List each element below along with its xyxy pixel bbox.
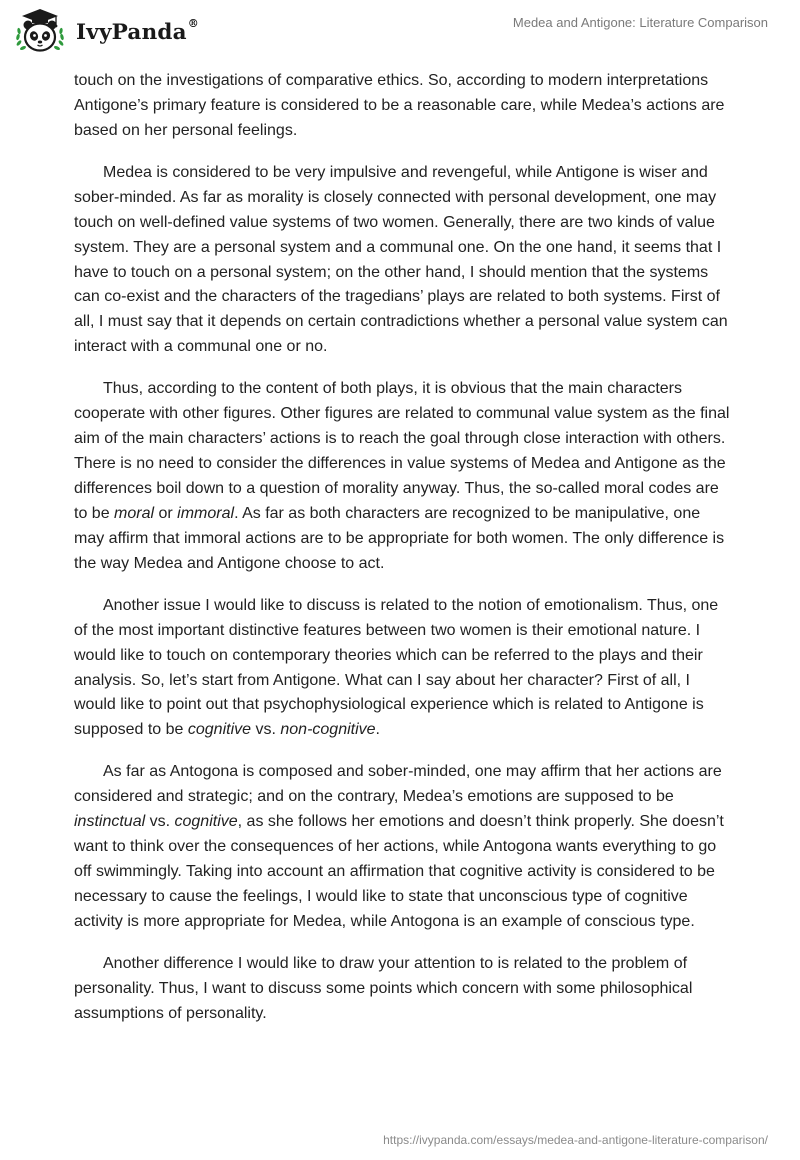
page-header <box>0 0 800 60</box>
logo-wordmark <box>76 16 199 45</box>
essay-paragraph <box>74 952 734 1027</box>
paragraph-text: or <box>154 504 178 522</box>
essay-paragraph <box>74 760 734 934</box>
paragraph-text: Medea is considered to be very impulsive and revengeful, while Antigone is wiser and sober-minded. As far as morality is closely connected with personal development, one may touch on well-defined value systems of two women. Generally, there are two kinds of value system. They are a personal system and a communal one. On the one hand, it seems that I have to touch on a personal system; on the other hand, I should mention that the systems can co-exist and the characters of the tragedians’ plays are related to both systems. First of all, I must say that it depends on certain contradictions whether a personal value system can interact with a communal one or no. <box>74 163 728 356</box>
essay-paragraph <box>74 377 734 576</box>
registered-mark: ® <box>187 16 199 30</box>
essay-body <box>74 69 734 1044</box>
paragraph-text: Another issue I would like to discuss is related to the notion of emotionalism. Thus, one of the most important distinctive features between two women is their emotional nature. I would like to touch on contemporary theories which can be referred to the plays and their analysis. So, let’s start from Antigone. What can I say about her character? First of all, I would like to point out that psychophysiological experience which is related to Antigone is supposed to be <box>74 596 719 739</box>
paragraph-text: vs. <box>145 813 175 831</box>
italic-term: moral <box>114 504 155 522</box>
paragraph-text: Thus, according to the content of both plays, it is obvious that the main characters cooperate with other figures. Other figures are related to communal value system as the final aim of the main characters’ actions is to reach the goal through close interaction with others. There is no need to consider the differences in value systems of Medea and Antigone as the differences boil down to a question of morality anyway. Thus, the so-called moral codes are to be <box>74 380 730 522</box>
paragraph-text: touch on the investigations of comparative ethics. So, according to modern interpretations Antigone’s primary feature is considered to be a reasonable care, while Medea’s actions are based on her personal feelings. <box>74 72 725 139</box>
ivypanda-logo-link[interactable] <box>13 5 199 57</box>
paragraph-text: Another difference I would like to draw your attention to is related to the problem of personality. Thus, I want to discuss some points which concern with some philosophical assumptions of personality. <box>74 954 693 1022</box>
paragraph-text: . <box>375 721 380 739</box>
document-title: Medea and Antigone: Literature Comparison <box>512 15 768 30</box>
logo-text: IvyPanda <box>76 19 187 45</box>
paragraph-text: , as she follows her emotions and doesn’t think properly. She doesn’t want to think over the consequences of her actions, while Antogona wants everything to go off swimmingly. Taking into account an affirmation that cognitive activity is considered to be necessary to cause the feelings, I would like to state that unconscious type of cognitive activity is more appropriate for Medea, while Antogona is an example of conscious type. <box>74 813 724 930</box>
italic-term: cognitive <box>174 813 238 831</box>
panda-logo-icon <box>13 5 67 57</box>
essay-paragraph <box>74 594 734 743</box>
paragraph-text: As far as Antogona is composed and sober-minded, one may affirm that her actions are considered and strategic; and on the contrary, Medea’s emotions are supposed to be <box>74 763 722 806</box>
italic-term: non-cognitive <box>280 721 376 739</box>
italic-term: immoral <box>177 504 235 522</box>
paragraph-text: . As far as both characters are recognized to be manipulative, one may affirm that immoral actions are to be appropriate for both women. The only difference is the way Medea and Antigone choose to act. <box>74 504 725 572</box>
source-url: https://ivypanda.com/essays/medea-and-antigone-literature-comparison/ <box>383 1133 768 1147</box>
italic-term: cognitive <box>187 721 252 739</box>
paragraph-text: vs. <box>251 721 281 739</box>
essay-paragraph <box>74 161 734 360</box>
italic-term: instinctual <box>74 813 146 831</box>
essay-paragraph <box>74 69 734 144</box>
